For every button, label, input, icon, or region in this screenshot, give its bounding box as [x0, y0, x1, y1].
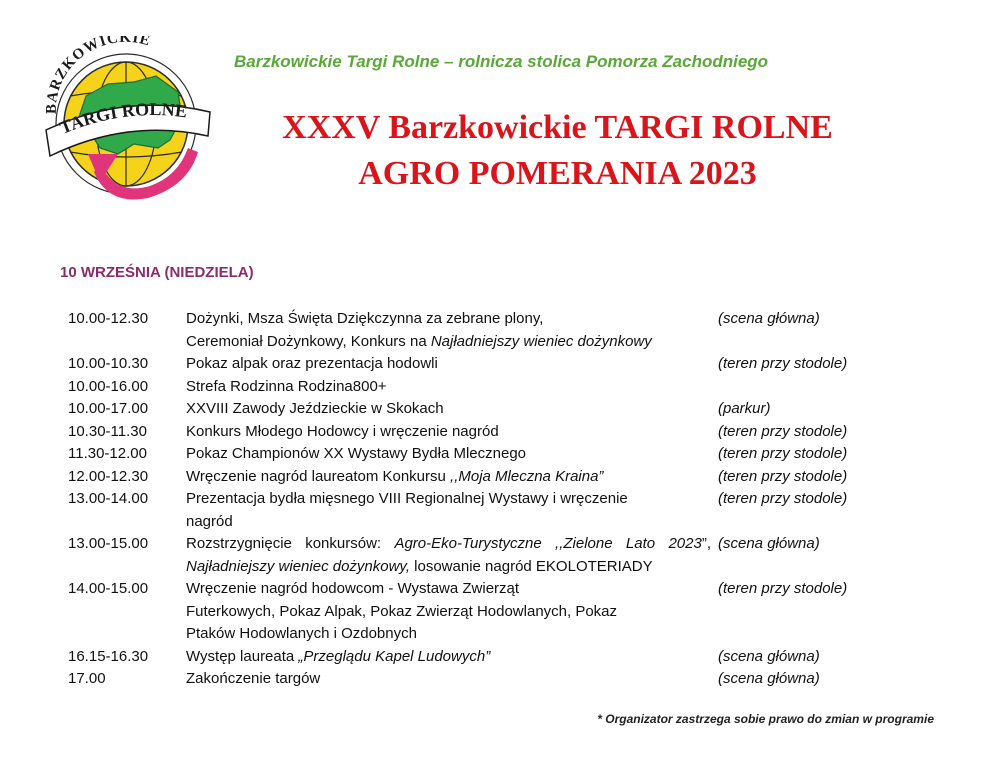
text-segment: Zakończenie targów — [186, 670, 321, 687]
schedule-time: 10.00-16.00 — [68, 377, 149, 395]
schedule-time: 13.00-14.00 — [68, 490, 149, 507]
text-segment: Występ laureata — [186, 647, 299, 665]
description-line — [186, 353, 711, 376]
day-heading: 10 WRZEŚNIA (NIEDZIELA) — [60, 264, 254, 281]
description-line — [186, 488, 711, 511]
schedule-description — [186, 668, 711, 691]
text-segment: Konkurs Młodego Hodowcy i wręczenie nagród — [186, 422, 499, 440]
schedule-location: (scena główna) — [718, 535, 820, 552]
schedule-time: 17.00 — [68, 670, 106, 687]
schedule-location: (scena główna) — [718, 647, 820, 665]
schedule-location: (scena główna) — [718, 310, 820, 327]
schedule-time: 10.00-17.00 — [68, 400, 149, 417]
description-line — [186, 376, 711, 399]
description-line — [186, 466, 711, 489]
schedule-row — [68, 466, 948, 489]
schedule-row — [68, 646, 948, 669]
text-segment: Futerkowych, Pokaz Alpak, Pokaz Zwierząt Hodowlanych, Pokaz — [186, 602, 618, 620]
footnote: * Organizator zastrzega sobie prawo do zmian w programie — [597, 712, 934, 726]
schedule-location: (teren przy stodole) — [718, 467, 848, 485]
text-segment: Ceremoniał Dożynkowy, Konkurs na — [186, 332, 431, 350]
schedule-row — [68, 668, 948, 691]
italic-text: Najładniejszy wieniec dożynkowy, — [186, 557, 410, 575]
schedule-description — [186, 398, 711, 421]
description-line — [186, 556, 711, 579]
page-title: XXXV Barzkowickie TARGI ROLNE — [282, 109, 833, 146]
text-segment: Strefa Rodzinna Rodzina800+ — [186, 377, 387, 395]
italic-text: Agro-Eko-Turystyczne ,,Zielone Lato 2023 — [394, 535, 702, 552]
text-segment: Wręczenie nagród hodowcom - Wystawa Zwierząt — [186, 580, 520, 597]
schedule-description — [186, 443, 711, 466]
italic-text: Najładniejszy wieniec dożynkowy — [430, 332, 652, 350]
schedule-row — [68, 353, 948, 376]
schedule-row — [68, 533, 948, 578]
text-segment: Pokaz alpak oraz prezentacja hodowli — [186, 355, 438, 372]
description-line — [186, 601, 711, 624]
description-line — [186, 421, 711, 444]
text-segment: Pokaz Championów XX Wystawy Bydła Mlecznego — [186, 445, 527, 462]
schedule-location: (teren przy stodole) — [718, 355, 848, 372]
schedule-table — [68, 308, 948, 691]
svg-text:TARGI ROLNE: TARGI ROLNE — [56, 99, 189, 138]
schedule-time: 11.30-12.00 — [68, 445, 147, 462]
description-line — [186, 623, 711, 646]
schedule-time: 10.00-10.30 — [68, 355, 149, 372]
text-segment: Prezentacja bydła mięsnego VIII Regionalnej Wystawy i wręczenie — [186, 490, 628, 507]
schedule-description — [186, 533, 711, 578]
schedule-location: (teren przy stodole) — [718, 422, 848, 440]
description-line — [186, 668, 711, 691]
schedule-time: 10.30-11.30 — [68, 422, 147, 440]
schedule-description — [186, 421, 711, 444]
italic-text: ,,Moja Mleczna Kraina” — [450, 467, 604, 485]
text-segment: ”, — [701, 535, 712, 552]
description-line — [186, 398, 711, 421]
schedule-row — [68, 308, 948, 353]
description-line — [186, 646, 711, 669]
schedule-location: (teren przy stodole) — [718, 445, 848, 462]
description-line — [186, 533, 711, 556]
description-line — [186, 308, 711, 331]
page-subtitle: AGRO POMERANIA 2023 — [358, 155, 757, 192]
schedule-description — [186, 488, 711, 533]
description-line — [186, 443, 711, 466]
schedule-time: 13.00-15.00 — [68, 535, 149, 552]
schedule-description — [186, 376, 711, 399]
schedule-location: (teren przy stodole) — [718, 580, 848, 597]
schedule-time: 12.00-12.30 — [68, 467, 149, 485]
schedule-description — [186, 466, 711, 489]
schedule-time: 16.15-16.30 — [68, 647, 149, 665]
fair-logo-graphic — [38, 36, 213, 206]
text-segment: Rozstrzygnięcie konkursów: — [186, 535, 395, 552]
schedule-row — [68, 578, 948, 646]
schedule-time: 14.00-15.00 — [68, 580, 149, 597]
text-segment: Wręczenie nagród laureatom Konkursu — [186, 467, 451, 485]
text-segment: Dożynki, Msza Święta Dziękczynna za zebrane plony, — [186, 310, 544, 327]
text-segment: Ptaków Hodowlanych i Ozdobnych — [186, 625, 417, 642]
text-segment: nagród — [186, 512, 233, 530]
schedule-row — [68, 376, 948, 399]
italic-text: „Przeglądu Kapel Ludowych” — [298, 647, 491, 665]
schedule-row — [68, 398, 948, 421]
description-line — [186, 331, 711, 354]
schedule-description — [186, 353, 711, 376]
schedule-row — [68, 421, 948, 444]
description-line — [186, 578, 711, 601]
schedule-location: (teren przy stodole) — [718, 490, 848, 507]
schedule-row — [68, 443, 948, 466]
schedule-location: (scena główna) — [718, 670, 820, 687]
svg-text:BARZKOWICKIE: BARZKOWICKIE — [43, 36, 153, 115]
header-tagline: Barzkowickie Targi Rolne – rolnicza stolica Pomorza Zachodniego — [234, 52, 769, 71]
schedule-description — [186, 646, 711, 669]
schedule-row — [68, 488, 948, 533]
schedule-time: 10.00-12.30 — [68, 310, 149, 327]
text-segment: losowanie nagród EKOLOTERIADY — [410, 557, 653, 575]
fair-logo — [38, 36, 213, 206]
schedule-description — [186, 308, 711, 353]
description-line — [186, 511, 711, 534]
schedule-location: (parkur) — [718, 400, 771, 417]
text-segment: XXVIII Zawody Jeździeckie w Skokach — [186, 400, 444, 417]
schedule-description — [186, 578, 711, 646]
